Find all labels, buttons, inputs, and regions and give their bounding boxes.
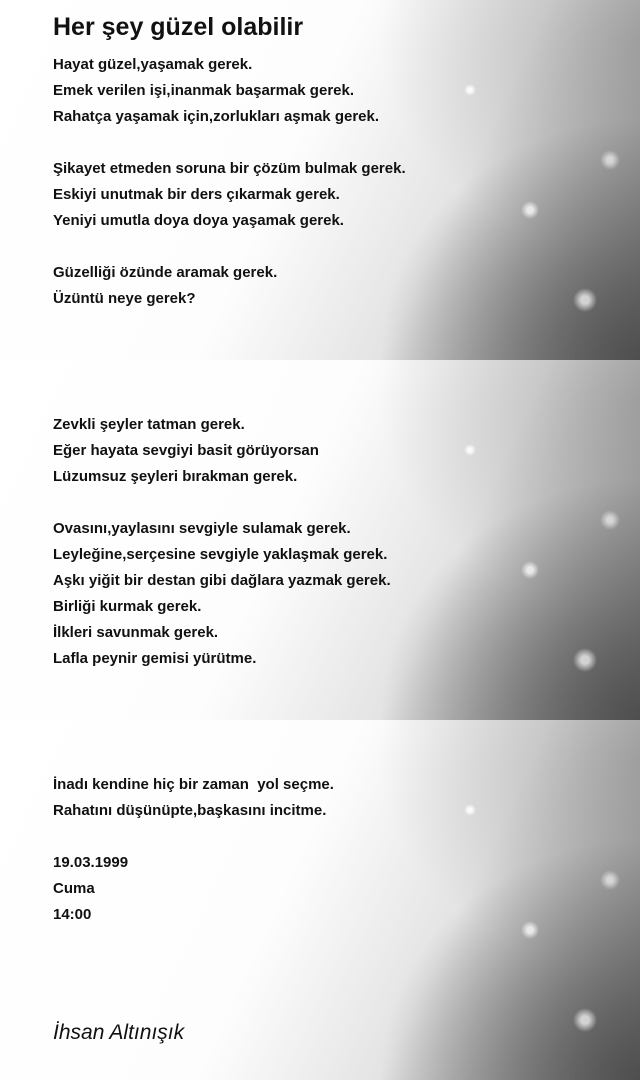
poem-line: Hayat güzel,yaşamak gerek.	[53, 56, 253, 73]
poem-line: Lüzumsuz şeyleri bırakman gerek.	[53, 468, 298, 485]
stanza-6	[53, 772, 334, 824]
poem-line: Yeniyi umutla doya doya yaşamak gerek.	[53, 212, 344, 229]
poem-line: Aşkı yiğit bir destan gibi dağlara yazmak gerek.	[53, 572, 391, 589]
poem-line: Lafla peynir gemisi yürütme.	[53, 650, 257, 667]
poem-line: İlkleri savunmak gerek.	[53, 624, 219, 641]
poem-line: Ovasını,yaylasını sevgiyle sulamak gerek.	[53, 520, 351, 537]
poem-line: Şikayet etmeden soruna bir çözüm bulmak gerek.	[53, 160, 406, 177]
poem-line: Rahatça yaşamak için,zorlukları aşmak gerek.	[53, 108, 380, 125]
poem-line: Birliği kurmak gerek.	[53, 598, 202, 615]
poem-line: Üzüntü neye gerek?	[53, 290, 196, 307]
stanza-1	[53, 52, 379, 130]
stanza-5	[53, 516, 391, 672]
poem-line: Zevkli şeyler tatman gerek.	[53, 416, 245, 433]
poem-panel-3	[0, 720, 640, 1080]
poem-panel-2	[0, 360, 640, 720]
stanza-2	[53, 156, 406, 234]
poem-line: Eğer hayata sevgiyi basit görüyorsan	[53, 442, 319, 459]
poem-line: Rahatını düşünüpte,başkasını incitme.	[53, 802, 327, 819]
stanza-3	[53, 260, 277, 312]
poem-line: Leyleğine,serçesine sevgiyle yaklaşmak gerek.	[53, 546, 388, 563]
poem-author: İhsan Altınışık	[53, 1021, 185, 1044]
poem-panel-1	[0, 0, 640, 360]
poem-date: 19.03.1999	[53, 854, 129, 871]
poem-time: 14:00	[53, 906, 92, 923]
poem-line: İnadı kendine hiç bir zaman yol seçme.	[53, 776, 334, 793]
poem-line: Eskiyi unutmak bir ders çıkarmak gerek.	[53, 186, 340, 203]
poem-line: Güzelliği özünde aramak gerek.	[53, 264, 278, 281]
poem-title: Her şey güzel olabilir	[53, 13, 304, 41]
poem-line: Emek verilen işi,inanmak başarmak gerek.	[53, 82, 355, 99]
poem-day: Cuma	[53, 880, 95, 897]
poem-date-block	[53, 850, 128, 928]
stanza-4	[53, 412, 319, 490]
